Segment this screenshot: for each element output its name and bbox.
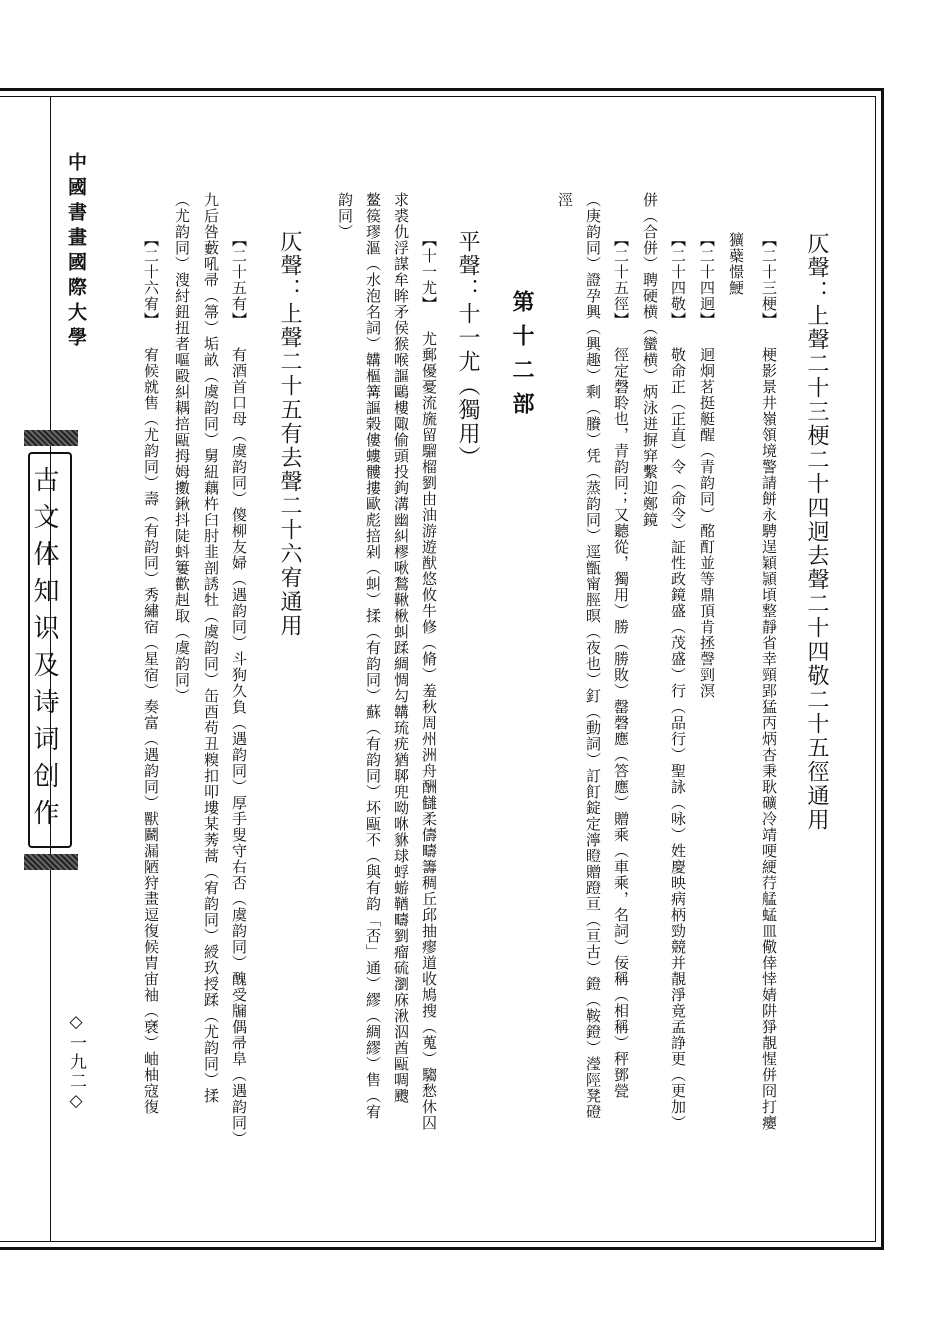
series-title: 古文体知识及诗词创作 bbox=[29, 466, 59, 836]
text-column: 九后咎藪吼帚（箒）垢畝（虞韵同）舅紐藕杵臼肘韭剖誘牡（虞韵同）缶酉苟丑糗扣叩塿某莠蒿（宥韵同）綬玖授蹂（尤韵同）揉 bbox=[202, 192, 220, 1104]
section-heading: 仄聲：上聲二十三梗二十四迥去聲二十四敬二十五徑通用 bbox=[804, 232, 829, 832]
text-column: 涇 bbox=[556, 192, 574, 208]
page-number: ◇一九二◇ bbox=[66, 1012, 86, 1113]
section-heading: 仄聲：上聲二十五有去聲二十六宥通用 bbox=[277, 230, 302, 638]
section-heading: 平聲：十一尤（獨用） bbox=[455, 230, 480, 470]
text-column: 獷蘗憬鯁 bbox=[727, 232, 745, 296]
text-column: 鳌篌璆漚（水泡名詞）韝樞篝謳榖僂螻髏摟歐彪掊剁（虯）揉（有韵同）蘇（有韵同）坏甌不（與有韵「否」通）繆（綢繆）售（宥 bbox=[364, 192, 382, 1120]
text-column: （尤韵同）溲紂鈕扭者嘔毆糾耦掊甌拇姆擻鍬抖陡蚪簍歡赳取（虞韵同） bbox=[173, 192, 191, 704]
text-column: 【十一尤】 尤郵優憂流旒留騮榴劉由油游遊猷悠攸牛修（脩）羞秋周州洲舟酬讎柔儔疇籌稠丘邱抽瘳道收鳩搜（蒐）騶愁休囚 bbox=[420, 232, 438, 1131]
text-column: 【二十三梗】 梗影景井嶺領境警請餅永騁逞穎頴頃整靜省幸頸郢猛丙炳杏秉耿礦冷靖哽綆荇艋蜢皿儆倖悻婧阱猙靚惺併冏打癭 bbox=[760, 232, 778, 1131]
banner-ornament-top bbox=[24, 430, 78, 446]
text-column: 【二十四敬】 敬命正（正直）令（命令）証性政鏡盛（茂盛）行（品行）聖詠（咏）姓慶映病柄勁競并靚淨竟孟諍更（更加） bbox=[669, 232, 687, 1131]
text-column: 【二十五有】 有酒首口母（虞韵同）傻柳友婦（遇韵同）斗狗久負（遇韵同）厚手叟守右否（虞韵同）醜受牖偶帚阜（遇韵同） bbox=[230, 232, 248, 1147]
text-column: 【二十六宥】 宥候就售（尤韵同）壽（有韵同）秀繡宿（星宿）奏富（遇韵同）獸鬬漏陋狩畫逗復候胄宙袖（褎）岫柚寇復 bbox=[142, 232, 160, 1115]
text-column: 求裘仇浮謀牟眸矛侯猴喉謳鷗樓陬偷頭投鉤溝幽糾樛啾鶖鞦楸虯蹂綢惆勾韝琉疣猶郰兜呦咻貅球蜉蝣鞧疇劉瘤硫瀏庥湫泅酋甌啁颼 bbox=[392, 192, 410, 1104]
text-column: 併（合併）聘硬横（蠻横）炳泳迸摒穽繫迎鄭鏡 bbox=[641, 192, 659, 528]
text-column: 【二十五徑】 徑定磬聆也，青韵同；又聽從，獨用）勝（勝敗）罄磬應（答應）贈乘（車乘，名詞）佞稱（相稱）秤鄧甇 bbox=[612, 232, 630, 1099]
banner-ornament-bottom bbox=[24, 854, 78, 870]
text-column: （庚韵同）證孕興（興趣）剩（賸）凭（蒸韵同）逕甑甯脛暝（夜也）釘（動詞）訂飣錠定濘瞪贈蹬亘（亘古）鐙（鞍鐙）瀅陘凳磴 bbox=[584, 192, 602, 1120]
school-name: 中國書畫國際大學 bbox=[65, 152, 87, 352]
text-column: 【二十四迥】 迥炯茗挺艇醒（青韵同）酩酊並等鼎頂肯拯謦剄溟 bbox=[698, 232, 716, 699]
text-column: 韵同） bbox=[336, 192, 354, 240]
series-banner bbox=[20, 430, 82, 870]
part-heading: 第十二部 bbox=[509, 290, 535, 426]
